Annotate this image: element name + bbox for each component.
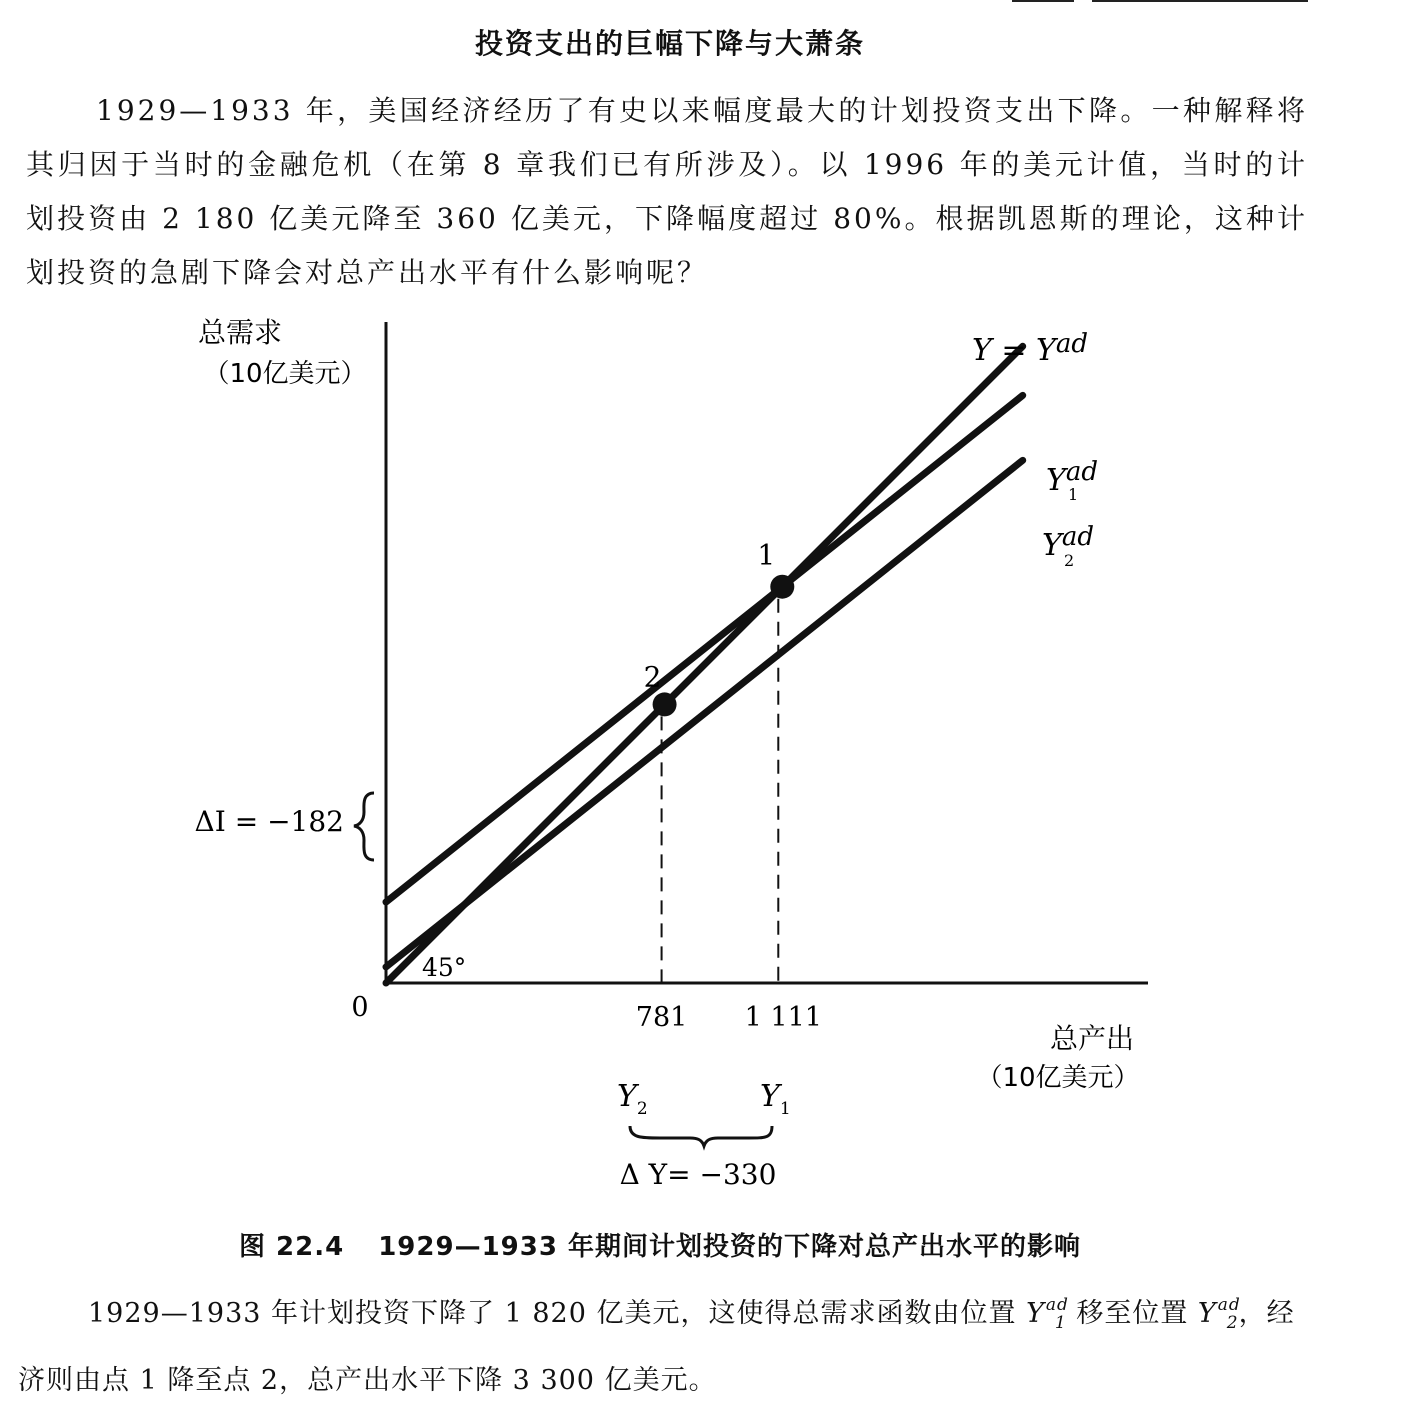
series-label-ad1-subscript: 1 [1068, 485, 1079, 504]
delta-i-brace [354, 793, 374, 860]
series-label-ad2-sup: ad [1061, 522, 1094, 552]
equilibrium-point-2 [653, 692, 677, 716]
y2-label [617, 1079, 648, 1119]
origin-label: 0 [351, 992, 369, 1023]
equilibrium-point-1 [770, 575, 794, 599]
series-label-ad1-sup: ad [1065, 457, 1098, 487]
note-symbol-y1-ad [1026, 1295, 1069, 1333]
equilibrium-label-1: 1 [757, 538, 776, 572]
y-axis-title-line1: 总需求 [197, 316, 283, 349]
figure-note [18, 1276, 1308, 1410]
note-part-2: 移至位置 [1066, 1298, 1198, 1329]
note-symbol-y2-sub: 2 [1226, 1313, 1239, 1333]
series-label-ad2-main: Y [1042, 528, 1062, 563]
note-symbol-y1-main: Y [1026, 1298, 1045, 1329]
delta-i-label: ΔI = −182 [194, 805, 344, 838]
angle-label: 45° [422, 953, 467, 982]
x-tick-label-1111: 1 111 [744, 1002, 822, 1033]
note-part-1: 1929—1933 年计划投资下降了 1 820 亿美元，这使得总需求函数由位置 [88, 1298, 1027, 1329]
figure-caption [0, 1226, 1320, 1263]
series-label-ad1-main: Y [1046, 463, 1066, 498]
y2-label-sub: 2 [636, 1099, 648, 1119]
delta-y-label: Δ Y= −330 [619, 1158, 777, 1191]
note-symbol-y2-ad [1197, 1295, 1241, 1333]
y1-label-main: Y [760, 1079, 780, 1114]
top-rule-left [1012, 0, 1074, 2]
note-symbol-y1-sup: ad [1045, 1295, 1069, 1315]
y1-label-sub: 1 [779, 1099, 791, 1119]
keynesian-cross-figure [0, 300, 1406, 1200]
x-axis-title-line1: 总产出 [1049, 1022, 1135, 1055]
note-part-3: ，经济则由点 1 降至点 2，总产出水平下降 3 300 亿美元。 [18, 1298, 1295, 1396]
note-symbol-y1-sub: 1 [1054, 1313, 1067, 1333]
series-label-45-main: Y = Y [972, 333, 1056, 368]
section-title: 投资支出的巨幅下降与大萧条 [474, 27, 865, 60]
series-label-45-degree [972, 329, 1088, 368]
note-symbol-y2-main: Y [1197, 1298, 1217, 1329]
x-axis-title-line2: （10亿美元） [976, 1063, 1140, 1093]
intro-paragraph: 1929—1933 年，美国经济经历了有史以来幅度最大的计划投资支出下降。一种解释将其归因于当时的金融危机（在第 8 章我们已有所涉及）。以 1996 年的美元计值，当时的计划投资由 2 180 亿美元降至 360 亿美元，下降幅度超过 80%。根据凯恩斯的理论，这种计划投资的急剧下降会对总产出水平有什么影响呢？ [26, 94, 1308, 289]
series-label-45-sup: ad [1055, 329, 1088, 359]
note-symbol-y2-sup: ad [1217, 1295, 1241, 1315]
delta-y-brace [630, 1126, 772, 1146]
series-label-ad2-subscript: 2 [1064, 551, 1075, 570]
equilibrium-label-2: 2 [643, 660, 662, 694]
y-axis-title-line2: （10亿美元） [203, 359, 367, 389]
y1-label [760, 1079, 791, 1119]
x-tick-label-781: 781 [635, 1002, 688, 1033]
top-rule-right [1092, 0, 1308, 2]
line-aggregate-demand-1 [386, 395, 1023, 902]
figure-number: 图 22.4 [239, 1232, 345, 1262]
y2-label-main: Y [617, 1079, 637, 1114]
line-aggregate-demand-2 [386, 460, 1023, 967]
figure-caption-text: 1929—1933 年期间计划投资的下降对总产出水平的影响 [378, 1232, 1081, 1262]
